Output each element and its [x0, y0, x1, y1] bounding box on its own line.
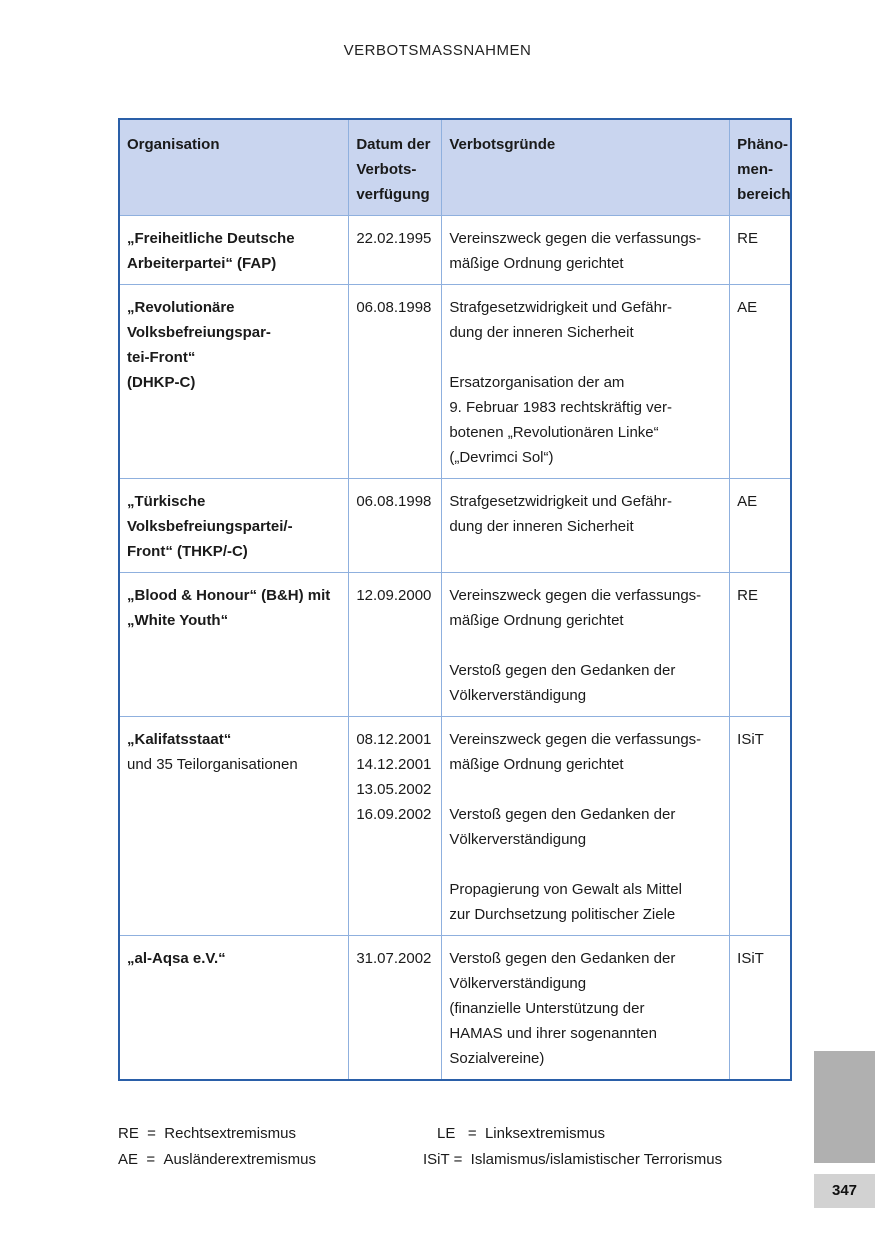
reason-text: Verstoß gegen den Gedanken der Völkerverständigung [449, 806, 676, 848]
table-row [119, 936, 791, 1081]
reasons-cell [442, 717, 730, 936]
reason-text: Propagierung von Gewalt als Mittel zur Durchsetzung politischer Ziele [449, 881, 682, 923]
reason-text: Vereinszweck gegen die verfassungs- mäßige Ordnung gerichtet [449, 230, 702, 272]
area-cell: ISiT [730, 936, 791, 1081]
reason-text: Ersatzorganisation der am 9. Februar 1983 rechtskräftig ver- botenen „Revolutionären Linke“ („Devrimci Sol“) [449, 374, 672, 466]
area-cell: RE [730, 573, 791, 717]
org-name: „Blood & Honour“ (B&H) mit „White Youth“ [127, 587, 331, 629]
reason-text: Strafgesetzwidrigkeit und Gefähr- dung der inneren Sicherheit [449, 493, 672, 535]
date-cell: 12.09.2000 [349, 573, 442, 717]
legend-item-ae: AE = Ausländerextremismus [118, 1151, 316, 1168]
table-row [119, 479, 791, 573]
header-reasons: Verbotsgründe [442, 119, 730, 216]
reasons-cell [442, 216, 730, 285]
reasons-cell [442, 573, 730, 717]
chapter-tab [814, 1051, 875, 1163]
header-organisation: Organisation [119, 119, 349, 216]
org-cell [119, 936, 349, 1081]
org-cell [119, 717, 349, 936]
table-header-row [119, 119, 791, 216]
org-name: „Freiheitliche Deutsche Arbeiterpartei“ (FAP) [127, 230, 295, 272]
area-cell: ISiT [730, 717, 791, 936]
area-cell: RE [730, 216, 791, 285]
org-cell [119, 479, 349, 573]
org-name: „Revolutionäre Volksbefreiungspar- tei-Front“ (DHKP-C) [127, 299, 271, 391]
bans-table [118, 118, 792, 1081]
header-date: Datum der Verbots- verfügung [349, 119, 442, 216]
org-cell [119, 285, 349, 479]
page-number: 347 [814, 1174, 875, 1208]
date-cell: 22.02.1995 [349, 216, 442, 285]
org-name: „Türkische Volksbefreiungspartei/- Front“ (THKP/-C) [127, 493, 293, 560]
reasons-cell [442, 479, 730, 573]
table-row [119, 285, 791, 479]
area-cell: AE [730, 285, 791, 479]
date-cell: 31.07.2002 [349, 936, 442, 1081]
header-area: Phäno- men- bereich [730, 119, 791, 216]
org-cell [119, 573, 349, 717]
org-name: „Kalifatsstaat“ [127, 731, 232, 748]
date-cell: 06.08.1998 [349, 479, 442, 573]
reason-text: Vereinszweck gegen die verfassungs- mäßige Ordnung gerichtet [449, 731, 702, 773]
running-head: VERBOTSMASSNAHMEN [343, 42, 532, 59]
area-cell: AE [730, 479, 791, 573]
org-name: „al-Aqsa e.V.“ [127, 950, 226, 967]
reason-text: Vereinszweck gegen die verfassungs- mäßige Ordnung gerichtet [449, 587, 702, 629]
reasons-cell [442, 285, 730, 479]
date-cell: 08.12.2001 14.12.2001 13.05.2002 16.09.2002 [349, 717, 442, 936]
legend-item-le: LE = Linksextremismus [437, 1125, 605, 1142]
reason-text: Verstoß gegen den Gedanken der Völkerverständigung [449, 662, 676, 704]
reason-text: Strafgesetzwidrigkeit und Gefähr- dung der inneren Sicherheit [449, 299, 672, 341]
org-cell [119, 216, 349, 285]
reasons-cell [442, 936, 730, 1081]
reason-text: Verstoß gegen den Gedanken der Völkerverständigung (finanzielle Unterstützung der HAMAS und ihrer sogenannten Sozialvereine) [449, 950, 676, 1067]
org-extra: und 35 Teilorganisationen [127, 756, 298, 773]
legend-item-re: RE = Rechtsextremismus [118, 1125, 296, 1142]
table-row [119, 717, 791, 936]
date-cell: 06.08.1998 [349, 285, 442, 479]
table-row [119, 573, 791, 717]
legend-item-isit: ISiT = Islamismus/islamistischer Terrorismus [423, 1151, 723, 1168]
table-row [119, 216, 791, 285]
